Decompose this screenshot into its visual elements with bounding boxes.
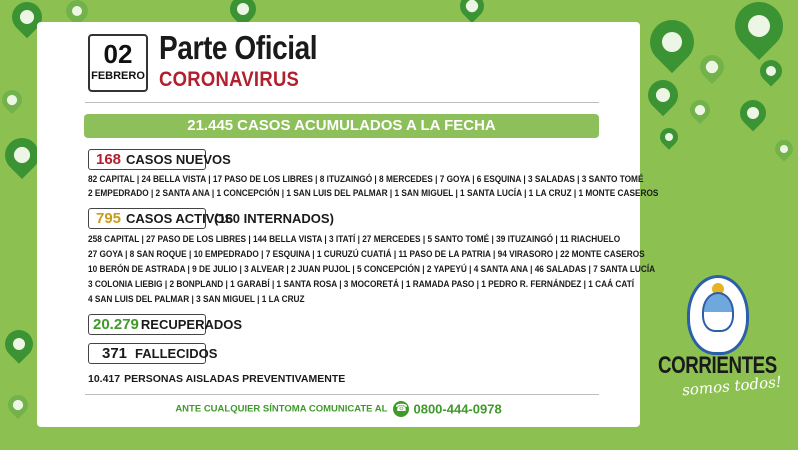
page-subtitle: CORONAVIRUS (159, 68, 300, 91)
date-month: FEBRERO (91, 70, 145, 82)
accumulated-value: 21.445 (187, 117, 234, 134)
active-cases-line: 10 BERÓN DE ASTRADA | 9 DE JULIO | 3 ALVEAR | 2 JUAN PUJOL | 5 CONCEPCIÓN | 2 YAPEYÚ | 4 SANTA ANA | 46 SALADAS | 7 SANTA LUCÍA (88, 264, 656, 274)
new-cases-line: 82 CAPITAL | 24 BELLA VISTA | 17 PASO DE LOS LIBRES | 8 ITUZAINGÓ | 8 MERCEDES | 7 GOYA | 6 ESQUINA | 3 SALADAS | 3 SANTO TOMÉ (88, 174, 644, 184)
active-cases-box (88, 208, 234, 229)
divider (85, 102, 599, 103)
map-pin-icon (725, 0, 793, 60)
isolated-value: 10.417 (88, 373, 121, 385)
accumulated-banner (84, 114, 599, 138)
map-pin-icon (0, 324, 39, 364)
recovered-box (88, 314, 243, 335)
map-pin-icon (656, 124, 681, 149)
phone-icon: ☎ (393, 401, 409, 417)
map-pin-icon (642, 74, 684, 116)
new-cases-box (88, 149, 231, 170)
active-cases-line: 258 CAPITAL | 27 PASO DE LOS LIBRES | 144 BELLA VISTA | 3 ITATÍ | 27 MERCEDES | 5 SANTO TOMÉ | 39 ITUZAINGÓ | 11 RIACHUELO (88, 234, 621, 244)
brand-tagline: somos todos! (681, 372, 783, 400)
footer-text: ANTE CUALQUIER SÍNTOMA COMUNICATE AL (175, 403, 388, 415)
page-title: Parte Oficial (159, 29, 318, 66)
deaths-label: FALLECIDOS (135, 346, 218, 361)
new-cases-label: CASOS NUEVOS (126, 152, 231, 167)
new-cases-value: 168 (96, 151, 122, 168)
deaths-box (88, 343, 218, 364)
brand-name: CORRIENTES (658, 352, 777, 379)
footer-contact (37, 400, 640, 418)
map-pin-icon (641, 11, 703, 73)
accumulated-label: CASOS ACUMULADOS A LA FECHA (237, 117, 496, 134)
map-pin-icon (686, 96, 714, 124)
map-pin-icon (0, 86, 26, 114)
divider (85, 394, 599, 395)
map-pin-icon (695, 50, 729, 84)
new-cases-line: 2 EMPEDRADO | 2 SANTA ANA | 1 CONCEPCIÓN | 1 SAN LUIS DEL PALMAR | 1 SAN MIGUEL | 1 SANTA LUCÍA | 1 LA CRUZ | 1 MONTE CASEROS (88, 188, 659, 198)
date-box (88, 34, 148, 92)
active-cases-line: 4 SAN LUIS DEL PALMAR | 3 SAN MIGUEL | 1 LA CRUZ (88, 294, 305, 304)
hospitalized-note: (160 INTERNADOS) (214, 211, 334, 226)
map-pin-icon (4, 391, 32, 419)
recovered-label: RECUPERADOS (140, 317, 243, 332)
report-card (37, 22, 659, 427)
map-pin-icon (755, 55, 786, 86)
recovered-value: 20.279 (93, 316, 139, 333)
map-pin-icon (455, 0, 489, 23)
deaths-value: 371 (102, 345, 128, 362)
active-cases-label: CASOS ACTIVOS (126, 211, 234, 226)
shield-icon (702, 292, 734, 332)
government-seal-logo (687, 275, 749, 355)
isolated-label: PERSONAS AISLADAS PREVENTIVAMENTE (124, 373, 346, 385)
isolated-line (88, 372, 345, 386)
active-cases-line: 27 GOYA | 8 SAN ROQUE | 10 EMPEDRADO | 7 ESQUINA | 1 CURUZÚ CUATIÁ | 11 PASO DE LA PATRIA | 94 VIRASORO | 22 MONTE CASEROS (88, 249, 645, 259)
date-day: 02 (103, 39, 133, 69)
map-pin-icon (735, 95, 772, 132)
phone-number[interactable]: 0800-444-0978 (413, 401, 502, 417)
active-cases-value: 795 (96, 210, 122, 227)
active-cases-line: 3 COLONIA LIEBIG | 2 BONPLAND | 1 GARABÍ | 1 SANTA ROSA | 3 MOCORETÁ | 1 RAMADA PASO | 1 PEDRO R. FERNÁNDEZ | 1 CAÁ CATÍ (88, 279, 635, 289)
map-pin-icon (771, 136, 796, 161)
